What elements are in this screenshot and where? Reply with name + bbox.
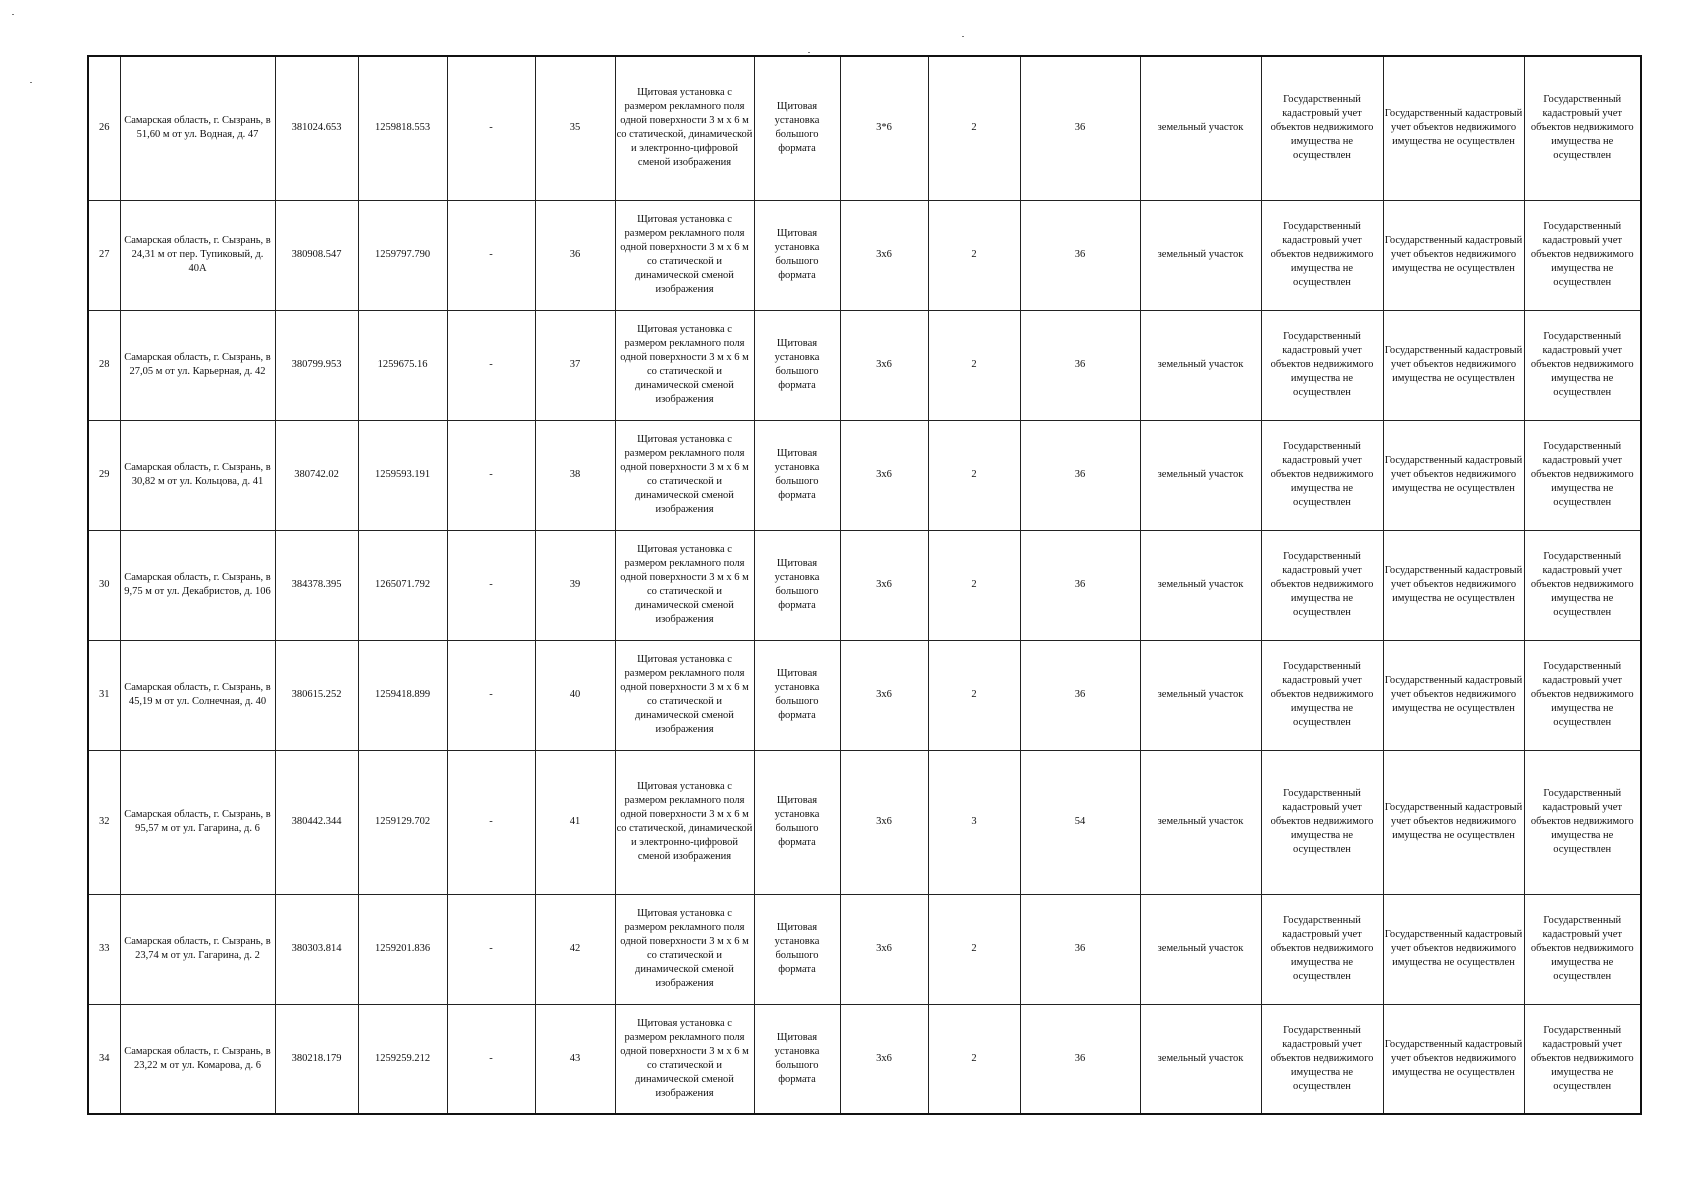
row-number-cell: 31	[88, 640, 120, 750]
registration-number-cell: 37	[535, 310, 615, 420]
structure-description-cell: Щитовая установка с размером рекламного поля одной поверхности 3 м х 6 м со статической и динамической сменой изображения	[615, 640, 754, 750]
table-row	[88, 1004, 1641, 1114]
blank-value-cell: -	[447, 310, 535, 420]
row-number-cell: 33	[88, 894, 120, 1004]
cadastre-status-cell: Государственный кадастровый учет объектов недвижимого имущества не осуществлен	[1524, 200, 1641, 310]
row-number-cell: 29	[88, 420, 120, 530]
sides-count-cell: 2	[928, 894, 1020, 1004]
registration-number-cell: 38	[535, 420, 615, 530]
cadastre-status-cell: Государственный кадастровый учет объектов недвижимого имущества не осуществлен	[1383, 310, 1524, 420]
row-number-cell: 26	[88, 56, 120, 200]
blank-value-cell: -	[447, 200, 535, 310]
cadastre-status-cell: Государственный кадастровый учет объектов недвижимого имущества не осуществлен	[1261, 640, 1383, 750]
table-row	[88, 310, 1641, 420]
cadastre-status-cell: Государственный кадастровый учет объектов недвижимого имущества не осуществлен	[1524, 56, 1641, 200]
table-row	[88, 894, 1641, 1004]
table-row	[88, 640, 1641, 750]
cadastre-status-cell: Государственный кадастровый учет объектов недвижимого имущества не осуществлен	[1261, 1004, 1383, 1114]
sides-count-cell: 2	[928, 640, 1020, 750]
land-type-cell: земельный участок	[1140, 56, 1261, 200]
cadastre-status-cell: Государственный кадастровый учет объектов недвижимого имущества не осуществлен	[1261, 750, 1383, 894]
blank-value-cell: -	[447, 56, 535, 200]
registration-number-cell: 40	[535, 640, 615, 750]
sides-count-cell: 2	[928, 310, 1020, 420]
cadastre-status-cell: Государственный кадастровый учет объектов недвижимого имущества не осуществлен	[1383, 894, 1524, 1004]
registration-number-cell: 39	[535, 530, 615, 640]
structure-description-cell: Щитовая установка с размером рекламного поля одной поверхности 3 м х 6 м со статической, динамической и электронно-цифровой сменой изображения	[615, 56, 754, 200]
blank-value-cell: -	[447, 894, 535, 1004]
coordinate-y-cell: 1259818.553	[358, 56, 447, 200]
land-type-cell: земельный участок	[1140, 640, 1261, 750]
registration-number-cell: 42	[535, 894, 615, 1004]
blank-value-cell: -	[447, 640, 535, 750]
land-type-cell: земельный участок	[1140, 530, 1261, 640]
field-size-cell: 3х6	[840, 1004, 928, 1114]
coordinate-x-cell: 380442.344	[275, 750, 358, 894]
row-number-cell: 34	[88, 1004, 120, 1114]
cadastre-status-cell: Государственный кадастровый учет объектов недвижимого имущества не осуществлен	[1383, 1004, 1524, 1114]
coordinate-y-cell: 1265071.792	[358, 530, 447, 640]
cadastre-status-cell: Государственный кадастровый учет объектов недвижимого имущества не осуществлен	[1383, 640, 1524, 750]
registration-number-cell: 43	[535, 1004, 615, 1114]
structure-description-cell: Щитовая установка с размером рекламного поля одной поверхности 3 м х 6 м со статической и динамической сменой изображения	[615, 200, 754, 310]
cadastre-status-cell: Государственный кадастровый учет объектов недвижимого имущества не осуществлен	[1261, 200, 1383, 310]
area-cell: 36	[1020, 310, 1140, 420]
coordinate-x-cell: 381024.653	[275, 56, 358, 200]
area-cell: 36	[1020, 200, 1140, 310]
cadastre-status-cell: Государственный кадастровый учет объектов недвижимого имущества не осуществлен	[1261, 530, 1383, 640]
cadastre-status-cell: Государственный кадастровый учет объектов недвижимого имущества не осуществлен	[1383, 530, 1524, 640]
cadastre-status-cell: Государственный кадастровый учет объектов недвижимого имущества не осуществлен	[1524, 894, 1641, 1004]
structure-type-cell: Щитовая установка большого формата	[754, 1004, 840, 1114]
cadastre-status-cell: Государственный кадастровый учет объектов недвижимого имущества не осуществлен	[1383, 420, 1524, 530]
cadastre-status-cell: Государственный кадастровый учет объектов недвижимого имущества не осуществлен	[1524, 310, 1641, 420]
land-type-cell: земельный участок	[1140, 1004, 1261, 1114]
area-cell: 36	[1020, 420, 1140, 530]
field-size-cell: 3х6	[840, 640, 928, 750]
cadastre-status-cell: Государственный кадастровый учет объектов недвижимого имущества не осуществлен	[1524, 1004, 1641, 1114]
registration-number-cell: 36	[535, 200, 615, 310]
structure-type-cell: Щитовая установка большого формата	[754, 200, 840, 310]
cadastre-status-cell: Государственный кадастровый учет объектов недвижимого имущества не осуществлен	[1261, 310, 1383, 420]
land-type-cell: земельный участок	[1140, 894, 1261, 1004]
area-cell: 36	[1020, 56, 1140, 200]
field-size-cell: 3х6	[840, 750, 928, 894]
coordinate-x-cell: 380218.179	[275, 1004, 358, 1114]
coordinate-x-cell: 384378.395	[275, 530, 358, 640]
coordinate-y-cell: 1259797.790	[358, 200, 447, 310]
table-row	[88, 750, 1641, 894]
cadastre-status-cell: Государственный кадастровый учет объектов недвижимого имущества не осуществлен	[1524, 640, 1641, 750]
cadastre-status-cell: Государственный кадастровый учет объектов недвижимого имущества не осуществлен	[1524, 750, 1641, 894]
structure-description-cell: Щитовая установка с размером рекламного поля одной поверхности 3 м х 6 м со статической и динамической сменой изображения	[615, 310, 754, 420]
registry-table	[87, 55, 1642, 1115]
cadastre-status-cell: Государственный кадастровый учет объектов недвижимого имущества не осуществлен	[1261, 420, 1383, 530]
coordinate-x-cell: 380615.252	[275, 640, 358, 750]
table-row	[88, 56, 1641, 200]
structure-type-cell: Щитовая установка большого формата	[754, 640, 840, 750]
coordinate-y-cell: 1259418.899	[358, 640, 447, 750]
coordinate-y-cell: 1259259.212	[358, 1004, 447, 1114]
area-cell: 36	[1020, 640, 1140, 750]
cadastre-status-cell: Государственный кадастровый учет объектов недвижимого имущества не осуществлен	[1261, 56, 1383, 200]
structure-description-cell: Щитовая установка с размером рекламного поля одной поверхности 3 м х 6 м со статической и динамической сменой изображения	[615, 1004, 754, 1114]
coordinate-y-cell: 1259129.702	[358, 750, 447, 894]
coordinate-x-cell: 380908.547	[275, 200, 358, 310]
land-type-cell: земельный участок	[1140, 420, 1261, 530]
registration-number-cell: 35	[535, 56, 615, 200]
cadastre-status-cell: Государственный кадастровый учет объектов недвижимого имущества не осуществлен	[1383, 200, 1524, 310]
address-cell: Самарская область, г. Сызрань, в 23,74 м от ул. Гагарина, д. 2	[120, 894, 275, 1004]
sides-count-cell: 2	[928, 530, 1020, 640]
field-size-cell: 3х6	[840, 894, 928, 1004]
structure-description-cell: Щитовая установка с размером рекламного поля одной поверхности 3 м х 6 м со статической и динамической сменой изображения	[615, 420, 754, 530]
area-cell: 36	[1020, 894, 1140, 1004]
land-type-cell: земельный участок	[1140, 200, 1261, 310]
cadastre-status-cell: Государственный кадастровый учет объектов недвижимого имущества не осуществлен	[1261, 894, 1383, 1004]
structure-type-cell: Щитовая установка большого формата	[754, 56, 840, 200]
cadastre-status-cell: Государственный кадастровый учет объектов недвижимого имущества не осуществлен	[1524, 530, 1641, 640]
table-row	[88, 420, 1641, 530]
sides-count-cell: 2	[928, 420, 1020, 530]
document-page	[87, 55, 1642, 1115]
cadastre-status-cell: Государственный кадастровый учет объектов недвижимого имущества не осуществлен	[1383, 750, 1524, 894]
address-cell: Самарская область, г. Сызрань, в 30,82 м от ул. Кольцова, д. 41	[120, 420, 275, 530]
structure-type-cell: Щитовая установка большого формата	[754, 310, 840, 420]
area-cell: 36	[1020, 1004, 1140, 1114]
blank-value-cell: -	[447, 420, 535, 530]
blank-value-cell: -	[447, 1004, 535, 1114]
structure-type-cell: Щитовая установка большого формата	[754, 530, 840, 640]
coordinate-x-cell: 380799.953	[275, 310, 358, 420]
table-row	[88, 200, 1641, 310]
sides-count-cell: 2	[928, 200, 1020, 310]
land-type-cell: земельный участок	[1140, 310, 1261, 420]
sides-count-cell: 2	[928, 1004, 1020, 1114]
structure-type-cell: Щитовая установка большого формата	[754, 750, 840, 894]
field-size-cell: 3х6	[840, 530, 928, 640]
sides-count-cell: 2	[928, 56, 1020, 200]
row-number-cell: 27	[88, 200, 120, 310]
row-number-cell: 30	[88, 530, 120, 640]
land-type-cell: земельный участок	[1140, 750, 1261, 894]
address-cell: Самарская область, г. Сызрань, в 95,57 м от ул. Гагарина, д. 6	[120, 750, 275, 894]
blank-value-cell: -	[447, 750, 535, 894]
address-cell: Самарская область, г. Сызрань, в 27,05 м от ул. Карьерная, д. 42	[120, 310, 275, 420]
structure-type-cell: Щитовая установка большого формата	[754, 420, 840, 530]
field-size-cell: 3х6	[840, 310, 928, 420]
coordinate-y-cell: 1259201.836	[358, 894, 447, 1004]
structure-type-cell: Щитовая установка большого формата	[754, 894, 840, 1004]
coordinate-y-cell: 1259675.16	[358, 310, 447, 420]
cadastre-status-cell: Государственный кадастровый учет объектов недвижимого имущества не осуществлен	[1383, 56, 1524, 200]
structure-description-cell: Щитовая установка с размером рекламного поля одной поверхности 3 м х 6 м со статической и динамической сменой изображения	[615, 530, 754, 640]
registration-number-cell: 41	[535, 750, 615, 894]
structure-description-cell: Щитовая установка с размером рекламного поля одной поверхности 3 м х 6 м со статической и динамической сменой изображения	[615, 894, 754, 1004]
area-cell: 54	[1020, 750, 1140, 894]
field-size-cell: 3х6	[840, 420, 928, 530]
row-number-cell: 28	[88, 310, 120, 420]
table-row	[88, 530, 1641, 640]
field-size-cell: 3х6	[840, 200, 928, 310]
address-cell: Самарская область, г. Сызрань, в 51,60 м от ул. Водная, д. 47	[120, 56, 275, 200]
sides-count-cell: 3	[928, 750, 1020, 894]
structure-description-cell: Щитовая установка с размером рекламного поля одной поверхности 3 м х 6 м со статической, динамической и электронно-цифровой сменой изображения	[615, 750, 754, 894]
area-cell: 36	[1020, 530, 1140, 640]
coordinate-x-cell: 380742.02	[275, 420, 358, 530]
row-number-cell: 32	[88, 750, 120, 894]
address-cell: Самарская область, г. Сызрань, в 24,31 м от пер. Тупиковый, д. 40А	[120, 200, 275, 310]
address-cell: Самарская область, г. Сызрань, в 23,22 м от ул. Комарова, д. 6	[120, 1004, 275, 1114]
field-size-cell: 3*6	[840, 56, 928, 200]
cadastre-status-cell: Государственный кадастровый учет объектов недвижимого имущества не осуществлен	[1524, 420, 1641, 530]
blank-value-cell: -	[447, 530, 535, 640]
coordinate-y-cell: 1259593.191	[358, 420, 447, 530]
address-cell: Самарская область, г. Сызрань, в 45,19 м от ул. Солнечная, д. 40	[120, 640, 275, 750]
address-cell: Самарская область, г. Сызрань, в 9,75 м от ул. Декабристов, д. 106	[120, 530, 275, 640]
coordinate-x-cell: 380303.814	[275, 894, 358, 1004]
